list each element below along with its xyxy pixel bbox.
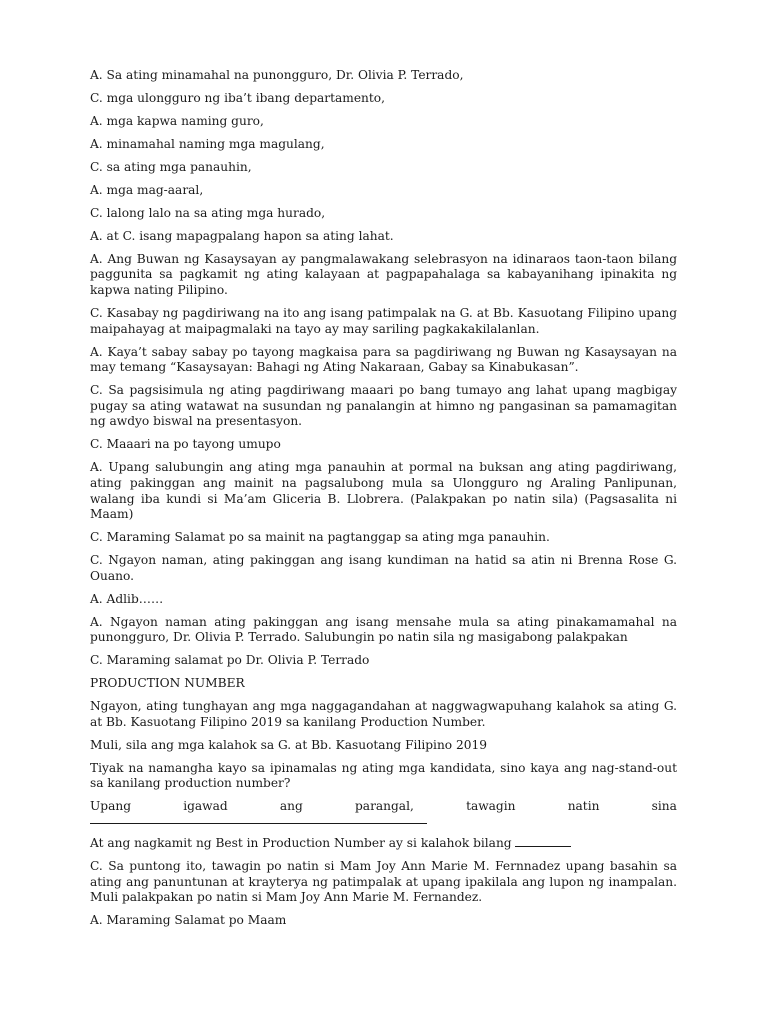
award-word: tawagin xyxy=(466,799,516,814)
award-word: natin xyxy=(567,799,600,814)
script-paragraph: A. Upang salubungin ang ating mga panauhin at pormal na buksan ang ating pagdiriwang, ating pakinggan ang mainit na pagsalubong mula sa Ulongguro ng Araling Panlipunan, walang iba kundi si Ma’am Gliceria B. Llobrera. (Palakpakan po natin sila) (Pagsasalita ni Maam) xyxy=(90,460,677,522)
script-line: C. sa ating mga panauhin, xyxy=(90,159,252,174)
script-paragraph: Tiyak na namangha kayo sa ipinamalas ng ating mga kandidata, sino kaya ang nag-stand-out sa kanilang production number? xyxy=(90,760,677,791)
script-line: C. Maaari na po tayong umupo xyxy=(90,437,281,452)
script-paragraph: C. Sa puntong ito, tawagin po natin si Mam Joy Ann Marie M. Fernnadez upang basahin sa ating ang panuntunan at krayterya ng patimpalak at upang ipakilala ang lupon ng inampalan. Muli palakpakan po natin si Mam Joy Ann Marie M. Fernandez. xyxy=(90,858,677,905)
script-paragraph: C. Ngayon naman, ating pakinggan ang isang kundiman na hatid sa atin ni Brenna Rose G. Ouano. xyxy=(90,553,677,583)
best-production-line xyxy=(90,836,677,852)
award-word: igawad xyxy=(183,799,228,814)
script-paragraph: A. Ngayon naman ating pakinggan ang isang mensahe mula sa ating pinakamamahal na punongguro, Dr. Olivia P. Terrado. Salubungin po natin sila ng masigabong palakpakan xyxy=(90,614,677,645)
script-line: A. minamahal naming mga magulang, xyxy=(90,136,325,151)
script-paragraph: A. Ang Buwan ng Kasaysayan ay pangmalawakang selebrasyon na idinaraos taon-taon bilang paggunita sa pagkamit ng ating kalayaan at pagpapahalaga sa kabayanihang ipinakita ng kapwa nating Pilipino. xyxy=(90,251,677,298)
script-line: A. mga kapwa naming guro, xyxy=(90,113,264,128)
section-heading: PRODUCTION NUMBER xyxy=(90,676,245,691)
script-paragraph: Ngayon, ating tunghayan ang mga naggagandahan at naggwagwapuhang kalahok sa ating G. at Bb. Kasuotang Filipino 2019 sa kanilang Production Number. xyxy=(90,699,677,729)
script-line: A. Maraming Salamat po Maam xyxy=(90,913,287,928)
fill-in-blank xyxy=(515,836,571,847)
award-word: ang xyxy=(279,799,303,814)
document-page xyxy=(90,68,677,936)
script-line: C. lalong lalo na sa ating mga hurado, xyxy=(90,205,326,220)
script-paragraph: C. Kasabay ng pagdiriwang na ito ang isang patimpalak na G. at Bb. Kasuotang Filipino upang maipahayag at maipagmalaki na tayo ay may sariling pagkakakilalanlan. xyxy=(90,306,677,336)
award-word: Upang xyxy=(90,799,131,814)
script-line: C. Maraming salamat po Dr. Olivia P. Terrado xyxy=(90,653,370,668)
script-line: Muli, sila ang mga kalahok sa G. at Bb. Kasuotang Filipino 2019 xyxy=(90,737,488,752)
script-line: C. Maraming Salamat po sa mainit na pagtanggap sa ating mga panauhin. xyxy=(90,530,550,545)
script-line: A. Adlib…… xyxy=(90,591,164,606)
award-word: parangal, xyxy=(355,799,414,814)
script-line: A. Sa ating minamahal na punongguro, Dr. Olivia P. Terrado, xyxy=(90,68,464,82)
best-production-text: At ang nagkamit ng Best in Production Number ay si kalahok bilang xyxy=(90,835,512,850)
script-line: A. mga mag-aaral, xyxy=(90,182,204,197)
script-line: A. at C. isang mapagpalang hapon sa ating lahat. xyxy=(90,228,394,243)
award-word: sina xyxy=(651,799,677,814)
script-paragraph: C. Sa pagsisimula ng ating pagdiriwang maaari po bang tumayo ang lahat upang magbigay pugay sa ating watawat na susundan ng panalangin at himno ng pangasinan sa pamamagitan ng awdyo biswal na presentasyon. xyxy=(90,383,677,429)
script-line: C. mga ulongguro ng iba’t ibang departamento, xyxy=(90,90,385,105)
script-paragraph: A. Kaya’t sabay sabay po tayong magkaisa para sa pagdiriwang ng Buwan ng Kasaysayan na may temang “Kasaysayan: Bahagi ng Ating Nakaraan, Gabay sa Kinabukasan”. xyxy=(90,344,677,375)
